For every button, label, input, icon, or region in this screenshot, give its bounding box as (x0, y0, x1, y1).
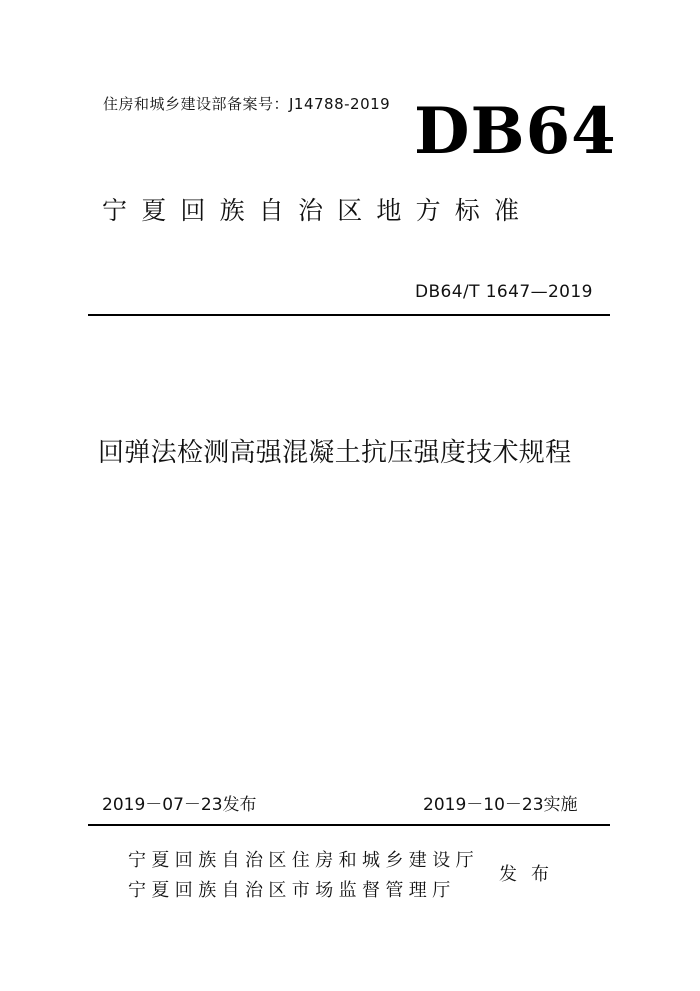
issuer-housing-department: 宁夏回族自治区住房和城乡建设厅 (128, 850, 479, 871)
standard-number: DB64/T 1647—2019 (415, 282, 593, 302)
document-title: 回弹法检测高强混凝土抗压强度技术规程 (98, 438, 572, 468)
standard-type: 宁夏回族自治区地方标准 (102, 196, 534, 225)
publish-label: 发布 (499, 864, 563, 885)
issuer-market-regulation-department: 宁夏回族自治区市场监督管理厅 (128, 880, 456, 901)
top-divider (88, 314, 610, 316)
standard-code-logo: DB64 (414, 94, 617, 169)
issue-date: 2019－07－23发布 (102, 795, 257, 815)
effective-date: 2019－10－23实施 (423, 795, 578, 815)
bottom-divider (88, 824, 610, 826)
record-number: 住房和城乡建设部备案号：J14788-2019 (103, 95, 391, 113)
